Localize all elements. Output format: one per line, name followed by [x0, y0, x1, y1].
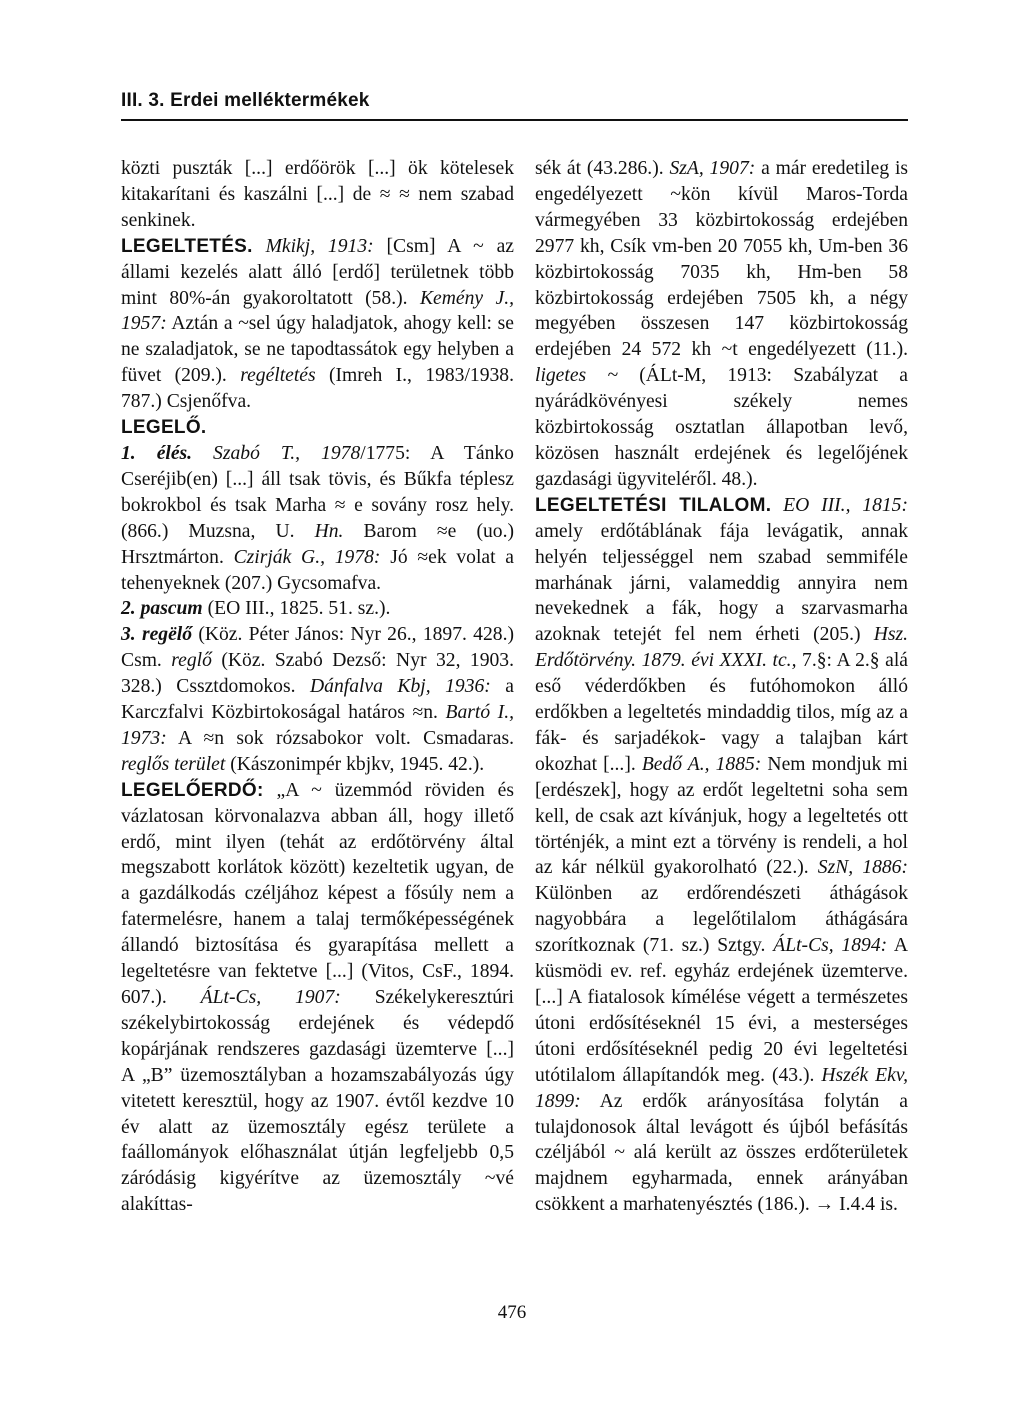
entry-text: (Köz. Péter János: Nyr 26., 1897. 428.) Csm. — [121, 624, 514, 672]
entry-text: Barom ≈e (uo.) Hrsztmárton. — [121, 520, 515, 568]
source-citation: Bartó I., 1973: — [121, 702, 515, 749]
right-column — [535, 156, 908, 1218]
source-citation: Kemény J., 1957: — [121, 287, 515, 335]
sense-label: élés. — [156, 442, 193, 464]
sense-label: regëlő — [141, 624, 193, 646]
entry-text: „A ~ üzemmód röviden és vázlatosan körvonalazva abban áll, hogy illető erdő, mint ilyen (tehát az erdőtörvény által megszabott korlátok között) kezeltetik ugyan, de a gazdálkodás czéljához képest a fősúly nem a fatermelésre, hanem a talaj termőképességének állandó biztosítása és gyarapítása mellett a legeltetésre van fektetve [...] (Vitos, CsF., 1894. 607.). — [121, 779, 514, 1008]
entry-legeloerdo — [121, 778, 514, 1218]
source-citation: Bedő A., 1885: — [641, 753, 762, 775]
entry-text: [Csm] A ~ az állami kezelés alatt álló [erdő] területnek több mint 80%-án gyakoroltatott (58.). — [121, 235, 514, 309]
headword: LEGELTETÉS. — [121, 235, 253, 257]
entry-text: (Kászonimpér kbjkv, 1945. 42.). — [225, 753, 485, 775]
source-citation: ÁLt-Cs, 1894: — [773, 935, 888, 957]
source-citation: ÁLt-Cs, 1907: — [200, 987, 341, 1008]
entry-text: /1775: A Tánko Cseréjib(en) [...] áll tsak tövis, és Bűkfa téplesz bokrokbol és tsak Marha ≈ e sovány rosz hely. (866.) Muzsna, U. — [121, 442, 514, 542]
source-citation: EO III., 1815: — [783, 494, 909, 516]
source-citation: Dánfalva Kbj, 1936: — [310, 676, 491, 698]
entry-text: sék át (43.286.). — [535, 158, 670, 179]
entry-text: Az erdők arányosítása folytán a tulajdonosok által levágott és újból befásítás czéljából ~ alá került az összes erdőterületek majdnem egyharmada, ennek arányában csökkent a marhatenyésztés (186.). → I.4.4 is. — [535, 1090, 908, 1216]
entry-text: 7.§: A 2.§ alá eső véderdőkben és futóhomokon álló erdőkben a legeltetés mindaddig tilos, míg az a fák- és sarjadékok- vagy a talajban kárt okozhat [...]. — [535, 650, 908, 775]
entry-text: a Karczfalvi Közbirtokoságal határos ≈n. — [121, 676, 514, 724]
sense-number: 2. — [121, 598, 136, 620]
source-citation: Hsz. Erdőtörvény. 1879. évi XXXI. tc., — [535, 624, 908, 672]
continued-paragraph — [535, 156, 908, 493]
entry-text: Jó ≈ek volat a tehenyeknek (207.) Gycsomafva. — [121, 546, 514, 594]
entry-legelo — [121, 415, 514, 441]
entry-text: Aztán a ~sel úgy haladjatok, ahogy kell: se ne szaladjatok, se ne tapodtassátok egy helyben a füvet (209.). — [121, 313, 514, 387]
sense-number: 1. — [121, 442, 136, 464]
variant-form: ligetes ~ — [535, 365, 618, 387]
entry-text: a már eredetileg is engedélyezett ~kön kívül Maros-Torda vármegyében 33 közbirtokosság erdejében 2977 kh, Csík vm-ben 20 7055 kh, Um-ben 36 közbirtokosság 7035 kh, Hm-ben 58 közbirtokosság erdejében 7505 kh, a négy megyében összesen 147 közbirtokosság erdejében 24 572 kh ~t engedélyezett (11.). — [535, 158, 909, 361]
entry-text: (Imreh I., 1983/1938. 787.) Csjenőfva. — [121, 365, 515, 413]
source-citation: SzA, 1907: — [669, 158, 756, 179]
headword: LEGELŐERDŐ: — [121, 779, 264, 801]
variant-form: regéltetés — [240, 365, 316, 387]
source-citation: SzN, 1886: — [817, 857, 908, 879]
source-citation: Hszék Ekv, 1899: — [535, 1064, 908, 1112]
entry-legeltetes — [121, 234, 514, 415]
sense-label: pascum — [140, 598, 203, 620]
entry-text: amely erdőtáblának fája levágatik, annak helyén teljességgel nem szabad semmiféle marhának járni, valameddig annyira nem nevekednek a fák, hogy a szarvasmarha azoknak tetejét fel nem érheti (205.) — [535, 520, 908, 646]
headword: LEGELTETÉSI TILALOM. — [535, 494, 772, 516]
page-number: 476 — [497, 1302, 527, 1323]
entry-text: Különben az erdőrendészeti áthágások nagyobbára a legelőtilalom áthágására szorítkoznak (71. sz.) Sztgy. — [535, 883, 908, 957]
headword: LEGELŐ. — [121, 417, 207, 439]
sense-1 — [121, 441, 514, 596]
source-citation: Czirják G., 1978: — [233, 546, 381, 568]
continued-paragraph: közti puszták [...] erdőörök [...] ök kötelesek kitakarítani és kaszálni [...] de ≈ ≈ nem szabad senkinek. — [121, 158, 514, 231]
variant-form: reglő — [171, 650, 212, 672]
entry-text: Nem mondjuk mi [erdészek], hogy az erdőt legeltetni soha sem kell, de csak azt kívánjuk, hogy a legeltetés ott történjék, a mint ezt a törvény is rendeli, a hol az kár nélkül gyakorolható (22.). — [535, 753, 908, 879]
entry-legeltetesi-tilalom — [535, 493, 908, 1218]
entry-text: Székelykeresztúri székelybirtokosság erdejének és védерdő kopárjának rendszeres gazdasági üzemterve [...] A „B” üzemosztályban a hozamszabályozás úgy vitetett keresztül, hogy az 1907. évtől kezdve 10 év alatt az üzemosztály egész területe a faállományok előhasználat útján legfeljebb 0,5 záródásig kigyérítve az üzemosztály ~vé alakíttas- — [121, 987, 514, 1216]
running-header: III. 3. Erdei melléktermékek — [121, 90, 370, 111]
sense-number: 3. — [121, 624, 136, 646]
entry-text: (ÁLt-M, 1913: Szabályzat a nyárádkövényesi székely nemes közbirtokosság osztatlan állapotban levő, közösen használt erdejének és legelőjének gazdasági ügyviteléről. 48.). — [535, 365, 909, 490]
sense-2 — [121, 596, 514, 622]
entry-text: (Köz. Szabó Dezső: Nyr 32, 1903. 328.) Cssztdomokos. — [121, 650, 514, 698]
entry-text: A ≈n sok rózsabokor volt. Csmadaras. — [166, 727, 514, 749]
sense-3 — [121, 622, 514, 777]
source-citation: Szabó T., 1978 — [213, 442, 361, 464]
source-citation: Hn. — [314, 520, 344, 542]
entry-text: A küsmödi ev. ref. egyház erdejének üzemterve. [...] A fiatalosok kímélése végett a természetes útoni erdősítéseknél 15 évi, a mesterséges útoni erdősítéseknél pedig 20 évi legeltetési utótilalom állapítandók meg. (43.). — [535, 935, 908, 1086]
header-rule — [121, 119, 908, 121]
left-column — [121, 156, 514, 1218]
variant-form: reglős terület — [121, 753, 226, 775]
entry-text: (EO III., 1825. 51. sz.). — [202, 598, 391, 620]
source-citation: Mkikj, 1913: — [265, 235, 374, 257]
